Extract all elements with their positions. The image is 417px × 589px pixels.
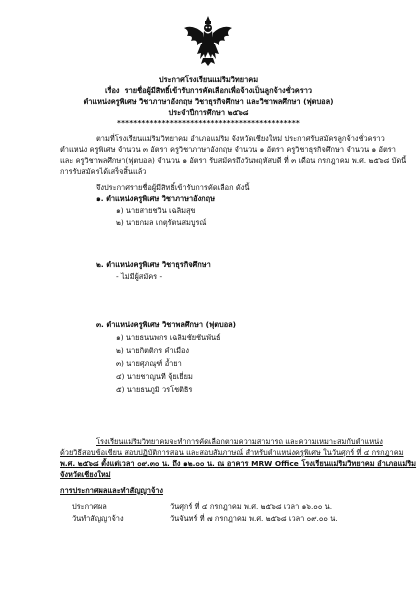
list-item: ๒) นายกมล เกตุรัตนสมบูรณ์: [116, 218, 207, 227]
announcement-title: ประกาศโรงเรียนแม่ริมวิทยาคม: [158, 75, 259, 84]
subject-text: รายชื่อผู้มีสิทธิ์เข้ารับการคัดเลือกเพื่อจ้างเป็นลูกจ้างชั่วคราว: [124, 86, 313, 95]
list-item: ๒) นายกิตติกร คำเมือง: [116, 346, 190, 355]
schedule-heading: การประกาศผลและทำสัญญาจ้าง: [60, 486, 164, 495]
group-3-title: ๓. ตำแหน่งครูพิเศษ วิชาพลศึกษา (ฟุตบอล): [96, 320, 237, 329]
notice-line-3: พ.ศ. ๒๕๖๘ ตั้งแต่เวลา ๐๙.๓๐ น. ถึง ๑๒.๐๐ น. ณ อาคาร MRW Office โรงเรียนแม่ริมวิทยาคม อำเภอแม่ริม: [60, 459, 417, 468]
group-1-title: ๑. ตำแหน่งครูพิเศษ วิชาภาษาอังกฤษ: [96, 194, 215, 203]
group-2-title: ๒. ตำแหน่งครูพิเศษ วิชาธุรกิจศึกษา: [96, 260, 211, 269]
list-item: ๕) นายธนภูมิ วรโชติธิร: [116, 385, 193, 394]
announcement-positions: ตำแหน่งครูพิเศษ วิชาภาษาอังกฤษ วิชาธุรกิจศึกษา และวิชาพลศึกษา (ฟุตบอล): [83, 97, 334, 106]
list-item: ๔) นายชาญนที จุ้ยเยี่ยม: [116, 372, 193, 381]
lead-text: จึงประกาศรายชื่อผู้มีสิทธิ์เข้ารับการคัดเลือก ดังนี้: [96, 183, 250, 192]
list-item: ๑) นายธนนพกร เฉลิมชัยชันพันธ์: [116, 333, 221, 342]
notice-line-4: จังหวัดเชียงใหม่: [60, 470, 111, 479]
schedule-label: ประกาศผล: [72, 502, 107, 511]
intro-line-4: การรับสมัครได้เสร็จสิ้นแล้ว: [60, 167, 147, 176]
list-item: ๓) นายศุภณุฑ์ อ้ำยา: [116, 359, 182, 368]
intro-line-3: และ ครูวิชาพลศึกษา(ฟุตบอล) จำนวน ๑ อัตรา รับสมัครถึงวันพฤหัสบดี ที่ ๓ เดือน กรกฎาคม พ.ศ. ๒๕๖๘ บัดนี้: [60, 156, 407, 165]
list-item: - ไม่มีผู้สมัคร -: [116, 272, 163, 281]
schedule-value: วันศุกร์ ที่ ๔ กรกฎาคม พ.ศ. ๒๕๖๘ เวลา ๑๖.๐๐ น.: [170, 502, 333, 511]
garuda-emblem-icon: [181, 14, 235, 68]
subject-label: เรื่อง: [104, 86, 120, 95]
intro-line-1: ตามที่โรงเรียนแม่ริมวิทยาคม อำเภอแม่ริม จังหวัดเชียงใหม่ ประกาศรับสมัครลูกจ้างชั่วคราว: [96, 134, 385, 143]
separator-stars: *********************************************: [117, 118, 300, 127]
notice-line-2: ด้วยวิธีสอบข้อเขียน สอบปฏิบัติการสอน และสอบสัมภาษณ์ สำหรับตำแหน่งครูพิเศษ ในวันศุกร์ ที่ ๔ กรกฎาคม: [60, 448, 404, 457]
notice-line-1: โรงเรียนแม่ริมวิทยาคมจะทำการคัดเลือกตามความสามารถ และความเหมาะสมกับตำแหน่ง: [96, 437, 383, 446]
announcement-subject: [0, 86, 417, 96]
intro-line-2: ตำแหน่ง ครูพิเศษ จำนวน ๓ อัตรา ครูวิชาภาษาอังกฤษ จำนวน ๑ อัตรา ครูวิชาธุรกิจศึกษา จำนวน ๑ อัตรา: [60, 145, 396, 154]
schedule-label: วันทำสัญญาจ้าง: [72, 514, 124, 523]
academic-year: ประจำปีการศึกษา ๒๕๖๘: [168, 108, 249, 117]
list-item: ๑) นายสายชวิน เฉลิมสุข: [116, 206, 196, 215]
schedule-value: วันจันทร์ ที่ ๗ กรกฎาคม พ.ศ. ๒๕๖๘ เวลา ๐๙.๐๐ น.: [170, 514, 338, 523]
